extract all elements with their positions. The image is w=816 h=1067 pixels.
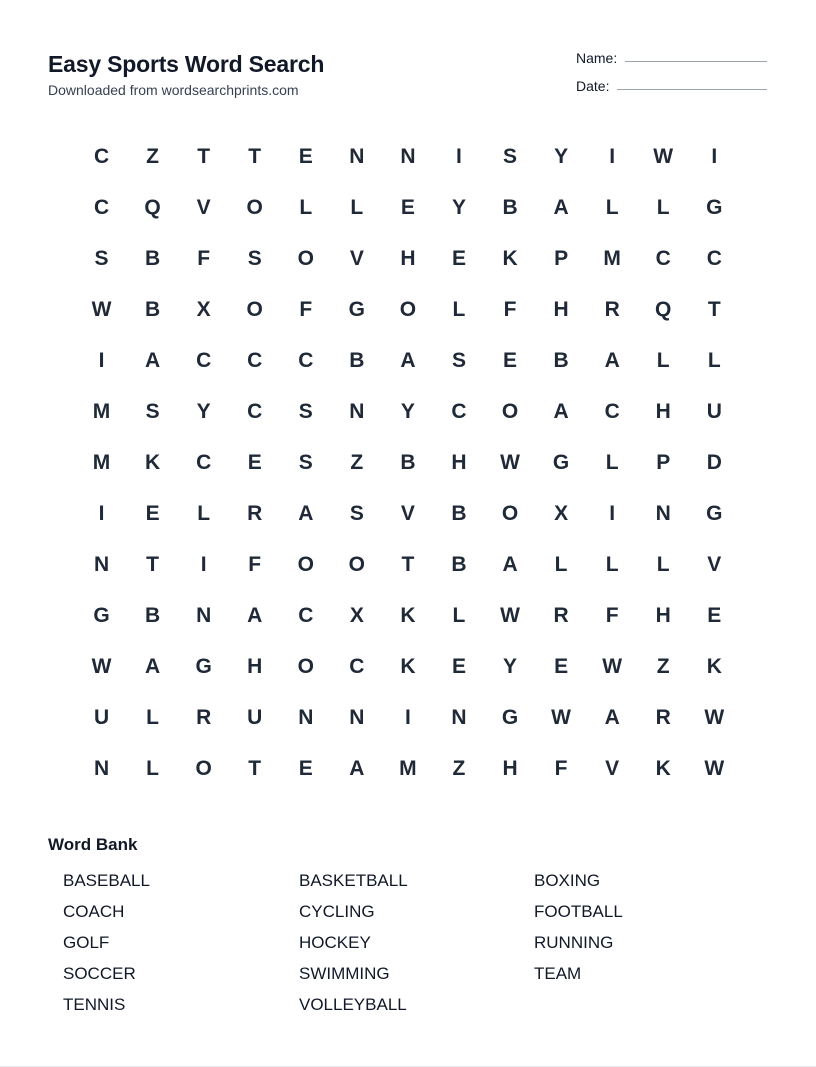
grid-letter: H (247, 654, 263, 678)
grid-letter: B (349, 348, 365, 372)
grid-letter: I (98, 501, 105, 525)
word-bank-item: COACH (63, 902, 125, 921)
word-bank-item: SOCCER (63, 964, 136, 983)
grid-letter: C (349, 654, 365, 678)
grid-letter: C (247, 348, 263, 372)
grid-letter: L (656, 348, 670, 372)
grid-row (76, 131, 740, 182)
grid-letter: O (348, 552, 366, 576)
word-bank-item: GOLF (63, 933, 110, 952)
grid-letter: Y (400, 399, 415, 423)
grid-letter: I (404, 705, 411, 729)
word-bank-item: CYCLING (299, 902, 375, 921)
grid-letter: O (501, 501, 519, 525)
date-line (617, 89, 767, 90)
grid-letter: B (553, 348, 569, 372)
grid-letter: Z (350, 450, 364, 474)
grid-letter: X (349, 603, 364, 627)
grid-letter: C (298, 348, 314, 372)
grid-letter: A (298, 501, 314, 525)
grid-letter: Y (196, 399, 211, 423)
grid-letter: A (502, 552, 518, 576)
grid-letter: C (196, 450, 212, 474)
grid-letter: T (248, 144, 262, 168)
grid-letter: A (553, 399, 569, 423)
word-bank-item: BOXING (534, 871, 601, 890)
grid-letter: L (146, 756, 159, 780)
grid-letter: U (247, 705, 263, 729)
grid-letter: L (656, 552, 670, 576)
grid-letter: X (554, 501, 569, 525)
grid-letter: W (91, 297, 112, 321)
word-bank-item: HOCKEY (299, 933, 371, 952)
grid-letter: H (451, 450, 467, 474)
grid-letter: E (554, 654, 569, 678)
grid-letter: B (451, 552, 467, 576)
grid-letter: O (246, 195, 263, 219)
grid-letter: R (196, 705, 212, 729)
grid-letter: S (451, 348, 466, 372)
grid-letter: S (349, 501, 364, 525)
grid-letter: I (609, 501, 616, 525)
grid-letter: L (452, 603, 466, 627)
word-bank-column (534, 868, 623, 992)
grid-letter: L (350, 195, 364, 219)
grid-row (76, 386, 740, 437)
grid-letter: R (604, 297, 620, 321)
grid-letter: A (604, 348, 620, 372)
grid-letter: V (605, 756, 620, 780)
grid-letter: H (502, 756, 518, 780)
grid-letter: O (399, 297, 417, 321)
grid-letter: S (247, 246, 262, 270)
grid-letter: N (451, 705, 467, 729)
grid-letter: B (502, 195, 518, 219)
grid-letter: F (554, 756, 568, 780)
grid-letter: W (602, 654, 623, 678)
grid-letter: K (655, 756, 671, 780)
grid-letter: B (145, 246, 161, 270)
grid-letter: C (247, 399, 263, 423)
grid-row (76, 488, 740, 539)
grid-letter: N (349, 705, 365, 729)
word-bank-item: TENNIS (63, 995, 126, 1014)
letter-grid (76, 131, 740, 794)
grid-letter: H (553, 297, 569, 321)
grid-letter: A (400, 348, 416, 372)
grid-letter: G (706, 195, 723, 219)
grid-letter: H (655, 399, 671, 423)
grid-row (76, 539, 740, 590)
grid-letter: F (299, 297, 313, 321)
grid-letter: G (552, 450, 570, 474)
grid-letter: E (298, 756, 313, 780)
grid-letter: A (553, 195, 569, 219)
grid-letter: X (196, 297, 211, 321)
grid-letter: G (706, 501, 723, 525)
grid-letter: K (400, 603, 416, 627)
word-bank-item: RUNNING (534, 933, 614, 952)
date-field (576, 78, 767, 94)
grid-letter: I (98, 348, 105, 372)
grid-letter: N (298, 705, 314, 729)
grid-letter: W (551, 705, 571, 729)
grid-letter: C (706, 246, 722, 270)
grid-row (76, 284, 740, 335)
grid-letter: A (604, 705, 620, 729)
grid-letter: C (298, 603, 314, 627)
grid-letter: O (297, 654, 314, 678)
grid-letter: S (298, 399, 313, 423)
grid-letter: N (93, 552, 110, 576)
grid-letter: I (609, 144, 616, 168)
grid-letter: M (92, 399, 111, 423)
grid-letter: U (93, 705, 110, 729)
grid-letter: F (503, 297, 517, 321)
grid-letter: L (146, 705, 159, 729)
grid-letter: P (656, 450, 671, 474)
grid-letter: W (704, 756, 725, 780)
grid-letter: S (145, 399, 160, 423)
grid-letter: E (298, 144, 313, 168)
grid-letter: Y (451, 195, 466, 219)
grid-row (76, 692, 740, 743)
grid-letter: E (451, 246, 466, 270)
grid-letter: F (248, 552, 262, 576)
grid-letter: E (145, 501, 160, 525)
grid-letter: Y (554, 144, 569, 168)
grid-row (76, 233, 740, 284)
grid-letter: R (655, 705, 671, 729)
word-bank-column (299, 868, 408, 1023)
word-bank-item: BASEBALL (63, 871, 150, 890)
grid-letter: S (298, 450, 313, 474)
grid-letter: R (553, 603, 569, 627)
grid-row (76, 743, 740, 794)
grid-letter: A (349, 756, 365, 780)
grid-letter: E (247, 450, 262, 474)
grid-letter: Q (655, 297, 672, 321)
grid-letter: T (707, 297, 721, 321)
grid-letter: T (146, 552, 159, 576)
grid-letter: B (400, 450, 416, 474)
grid-letter: V (349, 246, 364, 270)
grid-letter: L (605, 195, 619, 219)
grid-letter: L (605, 450, 619, 474)
grid-letter: W (91, 654, 112, 678)
word-bank-item: BASKETBALL (299, 871, 408, 890)
grid-letter: L (299, 195, 313, 219)
grid-letter: T (197, 144, 211, 168)
grid-row (76, 590, 740, 641)
grid-letter: A (247, 603, 263, 627)
grid-letter: W (500, 603, 520, 627)
grid-letter: N (196, 603, 212, 627)
grid-letter: U (706, 399, 722, 423)
name-label: Name: (576, 50, 618, 66)
grid-letter: A (145, 348, 161, 372)
word-bank-item: VOLLEYBALL (299, 995, 407, 1014)
grid-letter: O (246, 297, 263, 321)
page-subtitle: Downloaded from wordsearchprints.com (48, 82, 299, 98)
grid-letter: Z (656, 654, 670, 678)
grid-letter: H (655, 603, 671, 627)
grid-letter: V (400, 501, 415, 525)
grid-letter: N (400, 144, 416, 168)
grid-letter: N (349, 144, 365, 168)
grid-letter: K (502, 246, 518, 270)
grid-letter: E (503, 348, 518, 372)
grid-letter: Z (452, 756, 466, 780)
grid-letter: F (605, 603, 619, 627)
grid-letter: C (93, 144, 110, 168)
grid-letter: C (604, 399, 620, 423)
grid-letter: C (451, 399, 467, 423)
grid-letter: L (656, 195, 670, 219)
grid-letter: K (706, 654, 722, 678)
grid-letter: E (707, 603, 722, 627)
grid-letter: V (196, 195, 211, 219)
grid-letter: N (93, 756, 110, 780)
grid-letter: I (711, 144, 718, 168)
grid-letter: W (704, 705, 725, 729)
grid-letter: S (503, 144, 518, 168)
grid-letter: W (500, 450, 520, 474)
grid-letter: E (451, 654, 466, 678)
grid-letter: G (501, 705, 519, 729)
grid-letter: F (197, 246, 211, 270)
grid-letter: Y (503, 654, 518, 678)
grid-row (76, 641, 740, 692)
grid-letter: M (603, 246, 621, 270)
grid-letter: O (501, 399, 519, 423)
grid-letter: C (93, 195, 110, 219)
grid-letter: T (401, 552, 415, 576)
grid-letter: O (297, 246, 314, 270)
grid-letter: L (605, 552, 619, 576)
grid-letter: N (655, 501, 671, 525)
word-bank-item: SWIMMING (299, 964, 390, 983)
word-bank-item: FOOTBALL (534, 902, 623, 921)
grid-row (76, 437, 740, 488)
grid-letter: L (197, 501, 211, 525)
grid-letter: G (93, 603, 110, 627)
grid-letter: G (195, 654, 212, 678)
grid-letter: P (554, 246, 569, 270)
word-bank-title: Word Bank (48, 835, 138, 854)
grid-letter: T (248, 756, 262, 780)
grid-letter: O (195, 756, 212, 780)
grid-letter: O (297, 552, 314, 576)
page-title: Easy Sports Word Search (48, 51, 325, 77)
grid-letter: B (451, 501, 467, 525)
word-bank-column (63, 868, 150, 1023)
grid-row (76, 335, 740, 386)
grid-letter: L (707, 348, 721, 372)
grid-letter: I (200, 552, 207, 576)
grid-letter: E (400, 195, 415, 219)
grid-letter: B (145, 297, 161, 321)
grid-letter: L (452, 297, 466, 321)
grid-letter: I (456, 144, 462, 168)
grid-letter: S (94, 246, 109, 270)
grid-letter: K (400, 654, 416, 678)
grid-letter: V (707, 552, 722, 576)
grid-letter: Z (146, 144, 159, 168)
word-bank-item: TEAM (534, 964, 582, 983)
grid-letter: Q (144, 195, 161, 219)
grid-letter: A (145, 654, 161, 678)
grid-letter: L (554, 552, 568, 576)
grid-letter: M (92, 450, 111, 474)
grid-letter: M (399, 756, 417, 780)
grid-letter: R (247, 501, 263, 525)
grid-letter: B (145, 603, 161, 627)
date-label: Date: (576, 78, 610, 94)
grid-letter: D (706, 450, 722, 474)
name-field (576, 50, 767, 66)
grid-letter: H (400, 246, 416, 270)
grid-letter: N (349, 399, 365, 423)
grid-letter: K (145, 450, 161, 474)
grid-letter: W (653, 144, 674, 168)
grid-letter: G (348, 297, 366, 321)
grid-row (76, 182, 740, 233)
name-line (625, 61, 767, 62)
grid-letter: C (196, 348, 212, 372)
grid-letter: C (655, 246, 671, 270)
